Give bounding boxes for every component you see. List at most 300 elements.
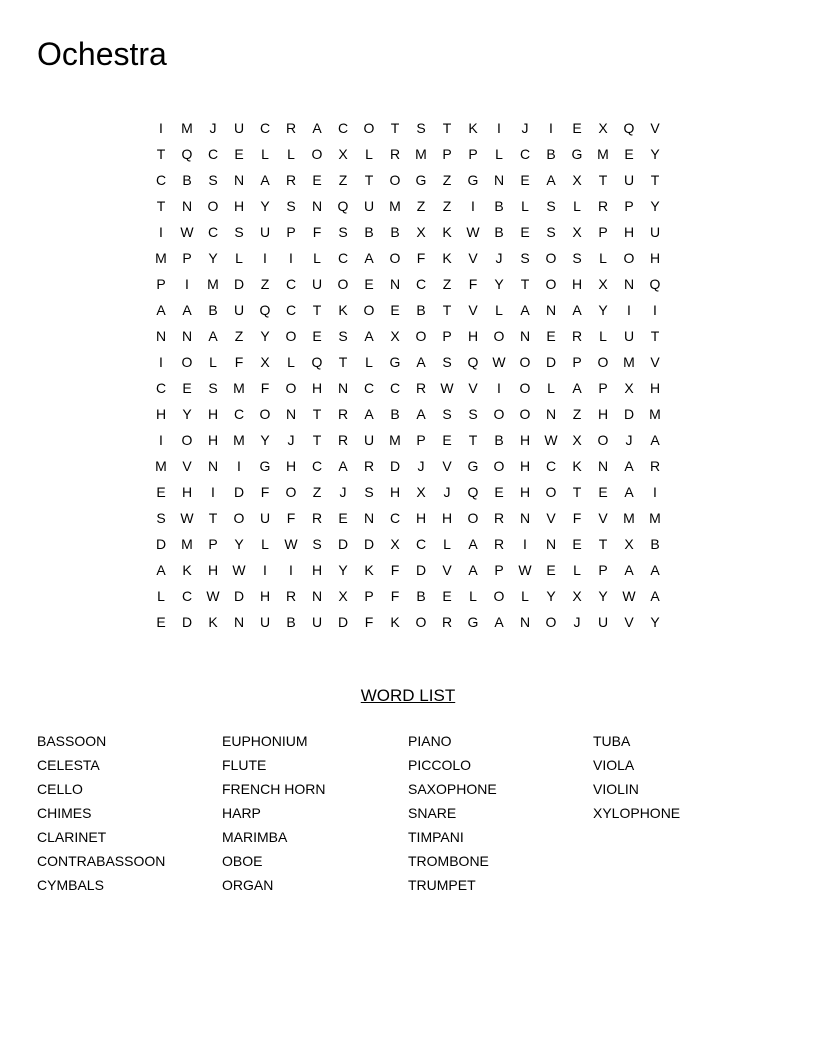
word-search-grid bbox=[148, 115, 668, 635]
grid-cell: C bbox=[337, 120, 349, 136]
grid-cell: A bbox=[520, 302, 530, 318]
grid-cell: Z bbox=[442, 198, 452, 214]
grid-cell: P bbox=[598, 224, 608, 240]
grid-cell: W bbox=[232, 562, 246, 578]
grid-cell: L bbox=[209, 354, 217, 370]
grid-cell: O bbox=[363, 120, 375, 136]
word-list-item: SNARE bbox=[408, 805, 457, 821]
grid-cell: H bbox=[571, 276, 583, 292]
word-list-item: TROMBONE bbox=[408, 853, 489, 869]
grid-cell: D bbox=[337, 614, 349, 630]
grid-cell: O bbox=[597, 432, 609, 448]
grid-cell: V bbox=[650, 354, 660, 370]
grid-cell: S bbox=[338, 224, 348, 240]
grid-cell: F bbox=[572, 510, 582, 526]
grid-cell: E bbox=[520, 224, 530, 240]
grid-cell: J bbox=[495, 250, 503, 266]
grid-cell: P bbox=[598, 562, 608, 578]
grid-cell: D bbox=[155, 536, 167, 552]
grid-cell: L bbox=[573, 198, 581, 214]
word-list-item: CELESTA bbox=[37, 757, 100, 773]
grid-cell: O bbox=[337, 276, 349, 292]
grid-cell: T bbox=[312, 302, 322, 318]
grid-cell: B bbox=[650, 536, 660, 552]
grid-cell: V bbox=[442, 458, 452, 474]
word-list-item: SAXOPHONE bbox=[408, 781, 497, 797]
grid-cell: J bbox=[417, 458, 425, 474]
word-list-item: BASSOON bbox=[37, 733, 107, 749]
grid-cell: U bbox=[259, 224, 271, 240]
grid-cell: Y bbox=[338, 562, 348, 578]
grid-cell: A bbox=[650, 432, 660, 448]
grid-cell: X bbox=[338, 146, 348, 162]
grid-cell: S bbox=[286, 198, 296, 214]
grid-cell: O bbox=[545, 484, 557, 500]
grid-cell: A bbox=[572, 380, 582, 396]
word-list-item: FLUTE bbox=[222, 757, 267, 773]
grid-cell: H bbox=[155, 406, 167, 422]
grid-cell: C bbox=[181, 588, 193, 604]
grid-cell: A bbox=[468, 562, 478, 578]
grid-cell: R bbox=[597, 198, 609, 214]
grid-cell: Y bbox=[260, 198, 270, 214]
grid-cell: A bbox=[156, 562, 166, 578]
grid-cell: G bbox=[259, 458, 271, 474]
grid-cell: K bbox=[182, 562, 192, 578]
grid-cell: Y bbox=[260, 328, 270, 344]
word-list-item: PIANO bbox=[408, 733, 452, 749]
grid-cell: D bbox=[363, 536, 375, 552]
grid-cell: H bbox=[233, 198, 245, 214]
grid-cell: L bbox=[313, 250, 321, 266]
grid-cell: I bbox=[237, 458, 241, 474]
grid-cell: V bbox=[182, 458, 192, 474]
grid-cell: X bbox=[338, 588, 348, 604]
grid-cell: Y bbox=[260, 432, 270, 448]
grid-cell: G bbox=[467, 614, 479, 630]
grid-cell: P bbox=[286, 224, 296, 240]
grid-cell: T bbox=[312, 432, 322, 448]
grid-cell: X bbox=[598, 120, 608, 136]
grid-cell: Y bbox=[546, 588, 556, 604]
grid-cell: A bbox=[364, 328, 374, 344]
grid-cell: H bbox=[519, 484, 531, 500]
grid-cell: B bbox=[494, 224, 504, 240]
grid-cell: H bbox=[389, 484, 401, 500]
grid-cell: S bbox=[468, 406, 478, 422]
grid-cell: N bbox=[545, 406, 557, 422]
grid-cell: S bbox=[442, 354, 452, 370]
grid-cell: F bbox=[468, 276, 478, 292]
grid-cell: T bbox=[650, 328, 660, 344]
grid-cell: N bbox=[493, 172, 505, 188]
grid-cell: C bbox=[519, 146, 531, 162]
grid-cell: E bbox=[338, 510, 348, 526]
grid-cell: M bbox=[233, 380, 245, 396]
grid-cell: J bbox=[209, 120, 217, 136]
grid-cell: I bbox=[159, 224, 163, 240]
grid-cell: A bbox=[468, 536, 478, 552]
grid-cell: O bbox=[493, 328, 505, 344]
grid-cell: L bbox=[495, 302, 503, 318]
grid-cell: J bbox=[443, 484, 451, 500]
grid-cell: C bbox=[155, 172, 167, 188]
grid-cell: P bbox=[598, 380, 608, 396]
grid-cell: N bbox=[207, 458, 219, 474]
grid-cell: S bbox=[572, 250, 582, 266]
grid-cell: A bbox=[546, 172, 556, 188]
word-list-item: PICCOLO bbox=[408, 757, 472, 773]
grid-cell: U bbox=[259, 510, 271, 526]
word-list-item: OBOE bbox=[222, 853, 263, 869]
grid-cell: T bbox=[156, 198, 166, 214]
grid-cell: K bbox=[390, 614, 400, 630]
word-list-item: CONTRABASSOON bbox=[37, 853, 166, 869]
grid-cell: X bbox=[572, 432, 582, 448]
grid-cell: A bbox=[364, 250, 374, 266]
grid-cell: W bbox=[206, 588, 220, 604]
grid-cell: S bbox=[156, 510, 166, 526]
grid-cell: I bbox=[653, 484, 657, 500]
grid-cell: N bbox=[311, 588, 323, 604]
grid-cell: P bbox=[468, 146, 478, 162]
grid-cell: E bbox=[572, 536, 582, 552]
grid-cell: H bbox=[181, 484, 193, 500]
grid-cell: O bbox=[623, 250, 635, 266]
grid-cell: K bbox=[338, 302, 348, 318]
grid-cell: V bbox=[468, 380, 478, 396]
grid-cell: B bbox=[208, 302, 218, 318]
grid-cell: N bbox=[519, 614, 531, 630]
grid-cell: Q bbox=[623, 120, 635, 136]
grid-cell: I bbox=[263, 250, 267, 266]
grid-cell: Y bbox=[494, 276, 504, 292]
grid-cell: T bbox=[520, 276, 530, 292]
grid-cell: O bbox=[493, 458, 505, 474]
page-title: Ochestra bbox=[37, 36, 167, 72]
grid-cell: H bbox=[597, 406, 609, 422]
grid-cell: E bbox=[442, 588, 452, 604]
grid-cell: I bbox=[263, 562, 267, 578]
grid-cell: S bbox=[312, 536, 322, 552]
grid-cell: B bbox=[546, 146, 556, 162]
grid-cell: H bbox=[415, 510, 427, 526]
grid-cell: C bbox=[259, 120, 271, 136]
grid-cell: K bbox=[442, 250, 452, 266]
grid-cell: E bbox=[312, 328, 322, 344]
grid-cell: R bbox=[571, 328, 583, 344]
grid-cell: M bbox=[389, 432, 401, 448]
grid-cell: F bbox=[260, 484, 270, 500]
grid-cell: O bbox=[207, 198, 219, 214]
grid-cell: A bbox=[312, 120, 322, 136]
grid-cell: H bbox=[285, 458, 297, 474]
grid-cell: L bbox=[261, 146, 269, 162]
grid-cell: A bbox=[624, 484, 634, 500]
grid-cell: E bbox=[364, 276, 374, 292]
grid-cell: Y bbox=[208, 250, 218, 266]
grid-cell: O bbox=[181, 354, 193, 370]
grid-cell: L bbox=[157, 588, 165, 604]
grid-cell: T bbox=[338, 354, 348, 370]
grid-cell: N bbox=[363, 510, 375, 526]
grid-cell: O bbox=[285, 380, 297, 396]
grid-cell: H bbox=[311, 562, 323, 578]
grid-cell: E bbox=[624, 146, 634, 162]
grid-cell: D bbox=[389, 458, 401, 474]
grid-cell: A bbox=[572, 302, 582, 318]
grid-cell: W bbox=[492, 354, 506, 370]
grid-cell: R bbox=[415, 380, 427, 396]
grid-cell: E bbox=[156, 614, 166, 630]
grid-cell: Z bbox=[260, 276, 270, 292]
grid-cell: A bbox=[338, 458, 348, 474]
grid-cell: P bbox=[572, 354, 582, 370]
grid-cell: P bbox=[208, 536, 218, 552]
grid-cell: A bbox=[208, 328, 218, 344]
grid-cell: R bbox=[493, 510, 505, 526]
grid-cell: E bbox=[546, 328, 556, 344]
grid-cell: B bbox=[390, 224, 400, 240]
grid-cell: L bbox=[443, 536, 451, 552]
grid-cell: I bbox=[497, 380, 501, 396]
grid-cell: Q bbox=[649, 276, 661, 292]
grid-cell: R bbox=[311, 510, 323, 526]
grid-cell: I bbox=[289, 562, 293, 578]
grid-cell: F bbox=[234, 354, 244, 370]
grid-cell: H bbox=[623, 224, 635, 240]
grid-cell: F bbox=[390, 562, 400, 578]
grid-cell: E bbox=[390, 302, 400, 318]
grid-cell: G bbox=[467, 172, 479, 188]
grid-cell: I bbox=[159, 432, 163, 448]
word-list-item: CHIMES bbox=[37, 805, 92, 821]
grid-cell: S bbox=[416, 120, 426, 136]
word-list-item: CYMBALS bbox=[37, 877, 104, 893]
grid-cell: K bbox=[468, 120, 478, 136]
grid-cell: L bbox=[261, 536, 269, 552]
grid-cell: S bbox=[520, 250, 530, 266]
grid-cell: L bbox=[469, 588, 477, 604]
grid-cell: D bbox=[181, 614, 193, 630]
grid-cell: F bbox=[364, 614, 374, 630]
grid-cell: R bbox=[493, 536, 505, 552]
grid-cell: T bbox=[442, 302, 452, 318]
grid-cell: Y bbox=[650, 614, 660, 630]
grid-cell: N bbox=[519, 510, 531, 526]
grid-cell: S bbox=[208, 380, 218, 396]
grid-cell: S bbox=[364, 484, 374, 500]
grid-cell: V bbox=[442, 562, 452, 578]
word-list-heading: WORD LIST bbox=[360, 686, 456, 705]
grid-cell: F bbox=[286, 510, 296, 526]
grid-cell: A bbox=[416, 406, 426, 422]
grid-cell: M bbox=[415, 146, 427, 162]
grid-cell: C bbox=[285, 302, 297, 318]
grid-cell: U bbox=[623, 172, 635, 188]
grid-cell: L bbox=[599, 328, 607, 344]
grid-cell: G bbox=[571, 146, 583, 162]
grid-cell: D bbox=[233, 588, 245, 604]
grid-cell: C bbox=[363, 380, 375, 396]
grid-cell: Y bbox=[650, 198, 660, 214]
grid-cell: X bbox=[572, 224, 582, 240]
grid-cell: M bbox=[597, 146, 609, 162]
grid-cell: M bbox=[233, 432, 245, 448]
grid-cell: B bbox=[390, 406, 400, 422]
grid-cell: O bbox=[259, 406, 271, 422]
grid-cell: W bbox=[180, 224, 194, 240]
grid-cell: X bbox=[572, 588, 582, 604]
grid-cell: X bbox=[624, 380, 634, 396]
grid-cell: A bbox=[364, 406, 374, 422]
grid-cell: O bbox=[389, 172, 401, 188]
grid-cell: Q bbox=[337, 198, 349, 214]
grid-cell: O bbox=[597, 354, 609, 370]
grid-cell: V bbox=[624, 614, 634, 630]
grid-cell: D bbox=[233, 484, 245, 500]
grid-cell: O bbox=[545, 276, 557, 292]
grid-cell: R bbox=[363, 458, 375, 474]
grid-cell: N bbox=[311, 198, 323, 214]
grid-cell: N bbox=[233, 172, 245, 188]
grid-cell: U bbox=[363, 198, 375, 214]
word-list-item: CELLO bbox=[37, 781, 83, 797]
grid-cell: R bbox=[389, 146, 401, 162]
grid-cell: E bbox=[494, 484, 504, 500]
grid-cell: E bbox=[598, 484, 608, 500]
word-list-column bbox=[37, 729, 217, 897]
grid-cell: I bbox=[497, 120, 501, 136]
grid-cell: J bbox=[625, 432, 633, 448]
grid-cell: Z bbox=[234, 328, 244, 344]
grid-cell: C bbox=[415, 276, 427, 292]
grid-cell: X bbox=[598, 276, 608, 292]
word-list-item: VIOLA bbox=[593, 757, 635, 773]
grid-cell: W bbox=[466, 224, 480, 240]
grid-cell: E bbox=[182, 380, 192, 396]
grid-cell: T bbox=[312, 406, 322, 422]
grid-cell: C bbox=[207, 146, 219, 162]
word-list-item: ORGAN bbox=[222, 877, 274, 893]
grid-cell: F bbox=[416, 250, 426, 266]
word-list-column bbox=[222, 729, 402, 897]
grid-cell: K bbox=[364, 562, 374, 578]
grid-cell: C bbox=[311, 458, 323, 474]
grid-cell: E bbox=[546, 562, 556, 578]
grid-cell: X bbox=[416, 224, 426, 240]
grid-cell: G bbox=[415, 172, 427, 188]
grid-cell: P bbox=[364, 588, 374, 604]
grid-cell: U bbox=[363, 432, 375, 448]
grid-cell: Z bbox=[338, 172, 348, 188]
word-list-column bbox=[408, 729, 588, 897]
grid-cell: T bbox=[650, 172, 660, 188]
grid-cell: K bbox=[572, 458, 582, 474]
grid-cell: H bbox=[207, 432, 219, 448]
word-list-item: XYLOPHONE bbox=[593, 805, 681, 821]
grid-cell: V bbox=[650, 120, 660, 136]
grid-cell: B bbox=[416, 302, 426, 318]
grid-cell: W bbox=[544, 432, 558, 448]
grid-cell: N bbox=[597, 458, 609, 474]
grid-cell: V bbox=[468, 302, 478, 318]
grid-cell: O bbox=[285, 484, 297, 500]
grid-cell: U bbox=[649, 224, 661, 240]
grid-cell: R bbox=[337, 432, 349, 448]
grid-cell: N bbox=[233, 614, 245, 630]
word-list-item: TRUMPET bbox=[408, 877, 476, 893]
grid-cell: G bbox=[467, 458, 479, 474]
grid-cell: A bbox=[624, 562, 634, 578]
grid-cell: Y bbox=[234, 536, 244, 552]
grid-cell: P bbox=[416, 432, 426, 448]
grid-cell: N bbox=[337, 380, 349, 396]
grid-cell: T bbox=[572, 484, 582, 500]
grid-cell: Y bbox=[182, 406, 192, 422]
grid-cell: D bbox=[415, 562, 427, 578]
grid-cell: E bbox=[520, 172, 530, 188]
grid-cell: H bbox=[441, 510, 453, 526]
grid-cell: L bbox=[365, 354, 373, 370]
grid-cell: Q bbox=[467, 484, 479, 500]
grid-cell: A bbox=[650, 588, 660, 604]
grid-cell: S bbox=[546, 198, 556, 214]
grid-cell: T bbox=[208, 510, 218, 526]
grid-cell: A bbox=[650, 562, 660, 578]
grid-cell: Q bbox=[311, 354, 323, 370]
grid-cell: I bbox=[549, 120, 553, 136]
grid-cell: T bbox=[598, 536, 608, 552]
grid-cell: T bbox=[598, 172, 608, 188]
word-list-item: MARIMBA bbox=[222, 829, 288, 845]
grid-cell: L bbox=[287, 146, 295, 162]
grid-cell: C bbox=[389, 380, 401, 396]
grid-cell: U bbox=[311, 614, 323, 630]
grid-cell: W bbox=[518, 562, 532, 578]
grid-cell: H bbox=[467, 328, 479, 344]
grid-cell: O bbox=[493, 588, 505, 604]
grid-cell: P bbox=[494, 562, 504, 578]
grid-cell: I bbox=[159, 354, 163, 370]
grid-cell: A bbox=[156, 302, 166, 318]
grid-cell: A bbox=[416, 354, 426, 370]
grid-cell: M bbox=[623, 354, 635, 370]
grid-cell: P bbox=[156, 276, 166, 292]
grid-cell: C bbox=[285, 276, 297, 292]
grid-cell: X bbox=[390, 536, 400, 552]
grid-cell: R bbox=[285, 120, 297, 136]
grid-cell: B bbox=[416, 588, 426, 604]
grid-cell: I bbox=[471, 198, 475, 214]
grid-cell: H bbox=[519, 432, 531, 448]
grid-cell: V bbox=[468, 250, 478, 266]
grid-cell: O bbox=[545, 250, 557, 266]
grid-cell: K bbox=[442, 224, 452, 240]
grid-cell: X bbox=[624, 536, 634, 552]
word-list-item: TIMPANI bbox=[408, 829, 464, 845]
grid-cell: D bbox=[337, 536, 349, 552]
grid-cell: L bbox=[599, 250, 607, 266]
grid-cell: C bbox=[337, 250, 349, 266]
grid-cell: M bbox=[389, 198, 401, 214]
grid-cell: L bbox=[521, 198, 529, 214]
grid-cell: Z bbox=[572, 406, 582, 422]
grid-cell: H bbox=[649, 380, 661, 396]
grid-cell: M bbox=[649, 406, 661, 422]
grid-cell: U bbox=[597, 614, 609, 630]
grid-cell: A bbox=[624, 458, 634, 474]
